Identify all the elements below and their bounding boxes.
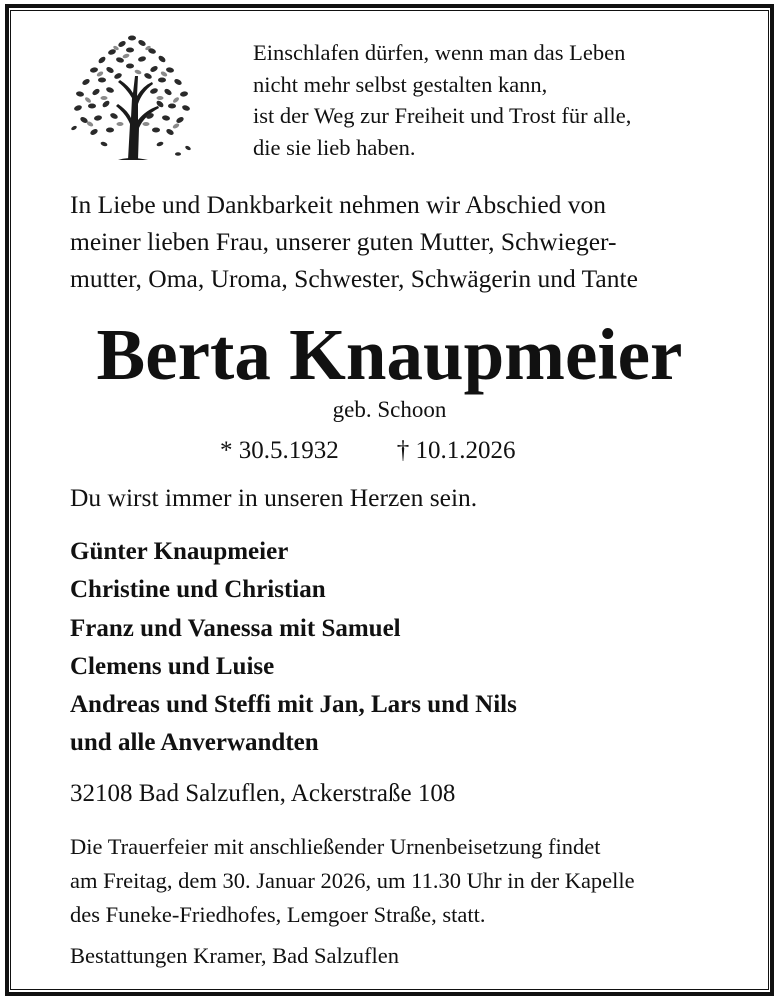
mourner-entry: Clemens und Luise: [70, 652, 275, 680]
mourner-entry: Günter Knaupmeier: [70, 538, 289, 565]
life-dates: [220, 435, 516, 467]
tree-icon: [60, 28, 204, 164]
poem: [253, 37, 631, 163]
mourner-entry: Andreas und Steffi mit Jan, Lars und Nils: [70, 691, 517, 719]
intro-line: In Liebe und Dankbarkeit nehmen wir Abschied von: [70, 190, 607, 219]
farewell-text: Du wirst immer in unseren Herzen sein.: [70, 483, 478, 512]
deceased-name: Berta Knaupmeier: [96, 314, 683, 395]
intro-text: [70, 186, 638, 297]
address: 32108 Bad Salzuflen, Ackerstraße 108: [70, 780, 456, 807]
service-info: [70, 830, 635, 932]
mourner-entry: Christine und Christian: [70, 576, 326, 604]
poem-line: ist der Weg zur Freiheit und Trost für alle,: [253, 103, 632, 128]
mourner-entry: und alle Anverwandten: [70, 729, 319, 757]
mourner-entry: Franz und Vanessa mit Samuel: [70, 614, 401, 642]
poem-line: nicht mehr selbst gestalten kann,: [253, 71, 548, 97]
poem-line: Einschlafen dürfen, wenn man das Leben: [253, 40, 626, 65]
mourners-list: [70, 533, 517, 763]
intro-line: meiner lieben Frau, unserer guten Mutter, Schwieger-: [70, 227, 617, 256]
maiden-name: geb. Schoon: [332, 397, 447, 422]
service-line: Die Trauerfeier mit anschließender Urnenbeisetzung findet: [70, 834, 601, 859]
birth-date: * 30.5.1932: [220, 437, 339, 464]
poem-line: die sie lieb haben.: [253, 134, 416, 160]
death-date: † 10.1.2026: [396, 437, 516, 464]
service-line: des Funeke-Friedhofes, Lemgoer Straße, statt.: [70, 902, 486, 927]
service-line: am Freitag, dem 30. Januar 2026, um 11.30 Uhr in der Kapelle: [70, 868, 635, 893]
undertaker: Bestattungen Kramer, Bad Salzuflen: [70, 943, 399, 968]
intro-line: mutter, Oma, Uroma, Schwester, Schwägerin und Tante: [70, 264, 638, 293]
